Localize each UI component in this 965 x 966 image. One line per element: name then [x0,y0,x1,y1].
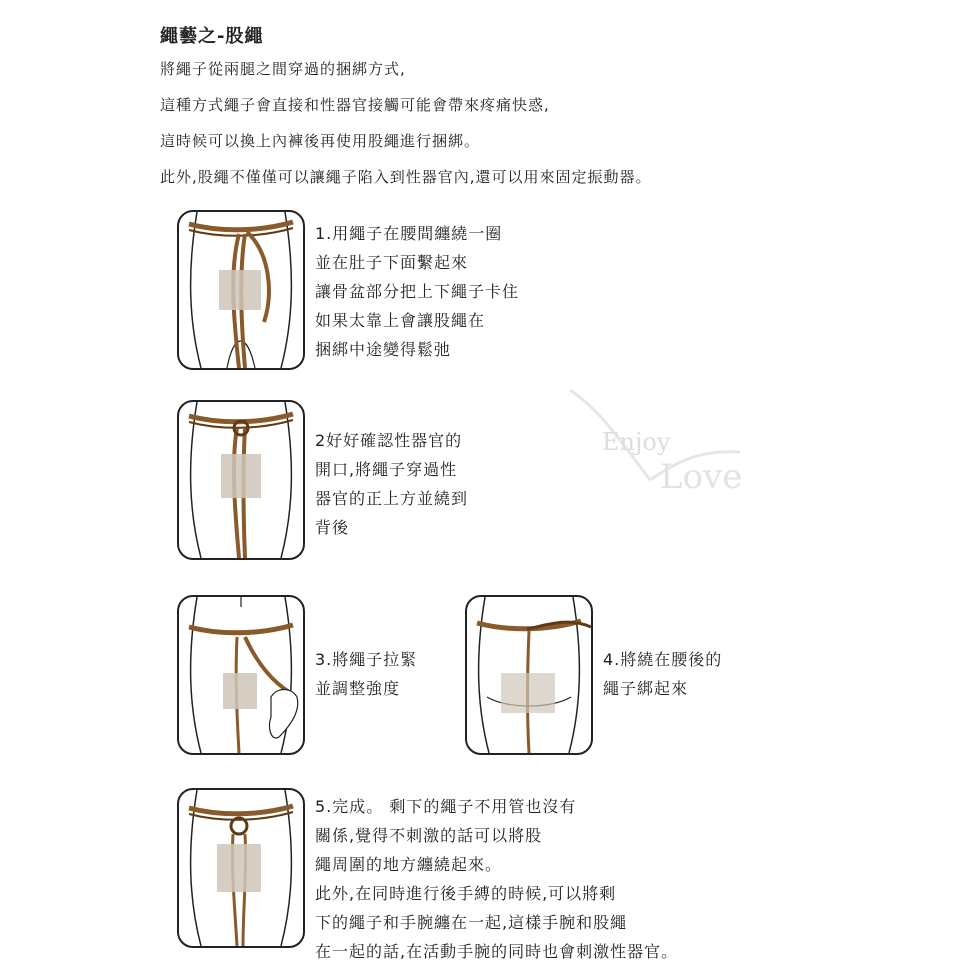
step-line: 2好好確認性器官的 [315,431,463,450]
step-line: 4.將繞在腰後的 [603,650,723,669]
intro-line: 這種方式繩子會直接和性器官接觸可能會帶來疼痛快惑, [160,96,550,114]
step-line: 下的繩子和手腕纏在一起,這樣手腕和股繩 [315,913,628,932]
step-line: 5.完成。 剩下的繩子不用管也沒有 [315,797,577,816]
step-line: 器官的正上方並繞到 [315,489,469,508]
step-1-text [315,219,519,364]
step-line: 繩子綁起來 [603,679,689,698]
step-line: 讓骨盆部分把上下繩子卡住 [315,282,520,301]
step-line: 背後 [315,518,350,537]
step-line: 關係,覺得不刺激的話可以將股 [315,826,543,845]
step-5-text [315,792,678,966]
watermark-line-2: Love [660,457,743,497]
step-line: 捆綁中途變得鬆弛 [315,340,452,359]
step-4-illustration [465,595,593,755]
step-3-illustration [177,595,305,755]
step-1-illustration [177,210,305,370]
step-4-text [603,645,722,703]
enjoy-love-watermark [560,380,770,500]
step-3-text [315,645,417,703]
step-line: 並在肚子下面繫起來 [315,253,469,272]
step-2-illustration [177,400,305,560]
watermark-line-1: Enjoy [602,428,671,456]
step-2-text [315,426,468,542]
intro-line: 將繩子從兩腿之間穿過的捆綁方式, [160,60,406,78]
step-5-illustration [177,788,305,948]
step-line: 3.將繩子拉緊 [315,650,418,669]
intro-line: 這時候可以換上內褲後再使用股繩進行捆綁。 [160,132,481,150]
step-line: 開口,將繩子穿過性 [315,460,458,479]
intro-paragraph [160,58,652,202]
step-line: 如果太靠上會讓股繩在 [315,311,486,330]
intro-line: 此外,股繩不僅僅可以讓繩子陷入到性器官內,還可以用來固定振動器。 [160,168,652,186]
page-title: 繩藝之-股繩 [160,26,264,47]
step-line: 1.用繩子在腰間纏繞一圈 [315,224,503,243]
step-line: 繩周圍的地方纏繞起來。 [315,855,503,874]
step-line: 在一起的話,在活動手腕的同時也會刺激性器官。 [315,942,679,961]
step-line: 此外,在同時進行後手縛的時候,可以將剩 [315,884,617,903]
step-line: 並調整強度 [315,679,401,698]
